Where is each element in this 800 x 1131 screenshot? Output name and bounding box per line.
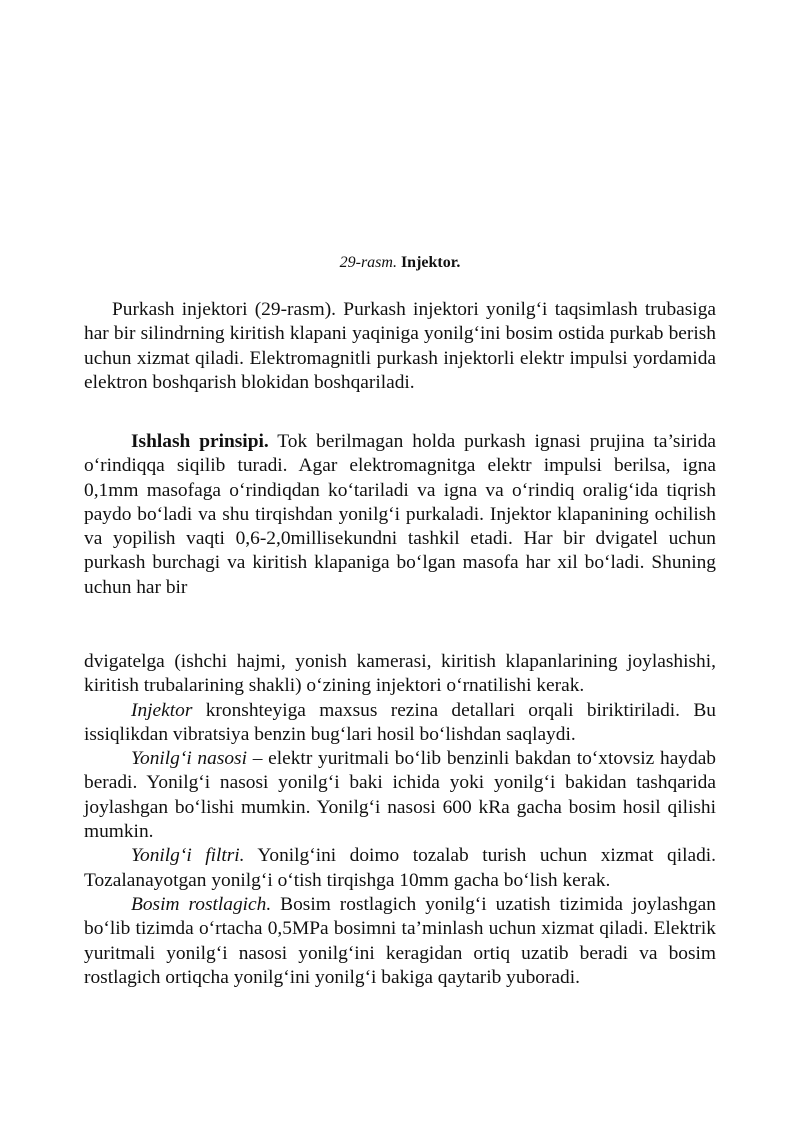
text-block-1	[84, 298, 716, 395]
figure-area	[84, 60, 716, 240]
caption-title: Injektor.	[400, 254, 461, 271]
paragraph-text: Yonilg‘ini doimo tozalab turish uchun xizmat qiladi. Tozalanayotgan yonilg‘i o‘tish tirqishga 10mm gacha bo‘lish kerak.	[84, 845, 717, 891]
paragraph-label: Yonilg‘i filtri.	[131, 845, 245, 867]
paragraph-continuation	[84, 650, 716, 699]
paragraph-text: kronshteyiga maxsus rezina detallari orqali biriktiriladi. Bu issiqlikdan vibratsiya benzin bug‘lari hosil bo‘lishdan saqlaydi.	[84, 699, 716, 745]
figure-caption	[0, 252, 800, 274]
paragraph-text: Purkash injektori (29-rasm). Purkash injektori yonilg‘i taqsimlash trubasiga har bir silindrning kiritish klapani yaqiniga yonilg‘ini bosim ostida purkab berish uchun xizmat qiladi. Elektromagnitli purkash injektorli elektr impulsi yordamida elektron boshqarish blokidan boshqariladi.	[84, 299, 716, 393]
text-block-3	[84, 650, 716, 990]
paragraph-injector-mount	[84, 699, 716, 748]
caption-number: 29-rasm.	[339, 254, 397, 271]
paragraph-text: Tok berilmagan holda purkash ignasi prujina ta’sirida o‘rindiqqa siqilib turadi. Agar elektromagnitga elektr impulsi berilsa, igna 0,1mm masofaga o‘rindiqdan ko‘tariladi va igna va o‘rindiq oralig‘ida tiqrish paydo bo‘ladi va shu tirqishdan yonilg‘i purkaladi. Injektor klapanining ochilish va yopilish vaqti 0,6-2,0millisekundni tashkil etadi. Har bir dvigatel uchun purkash burchagi va kiritish klapaniga bo‘lgan masofa har xil bo‘ladi. Shuning uchun har bir	[84, 431, 716, 598]
paragraph-label: Ishlash prinsipi.	[131, 431, 269, 452]
paragraph-text: – elektr yuritmali bo‘lib benzinli bakdan to‘xtovsiz haydab beradi. Yonilg‘i nasosi yonilg‘i baki ichida yoki yonilg‘i bakidan tashqarida joylashgan bo‘lishi mumkin. Yonilg‘i nasosi 600 kRa gacha bosim hosil qilishi mumkin.	[84, 748, 716, 843]
text-block-2	[84, 430, 716, 600]
paragraph-fuel-filter	[84, 844, 716, 893]
paragraph-principle	[84, 430, 716, 600]
paragraph-label: Yonilg‘i nasosi	[131, 748, 247, 770]
paragraph-text: dvigatelga (ishchi hajmi, yonish kamerasi, kiritish klapanlarining joylashishi, kiritish trubalarining shakli) o‘zining injektori o‘rnatilishi kerak.	[84, 651, 716, 697]
paragraph-label: Injektor	[131, 699, 193, 721]
paragraph-injector	[84, 298, 716, 395]
paragraph-pressure-regulator	[84, 893, 716, 990]
paragraph-label: Bosim rostlagich.	[131, 893, 272, 915]
paragraph-text: Bosim rostlagich yonilg‘i uzatish tizimida joylashgan bo‘lib tizimda o‘rtacha 0,5MPa bosimni ta’minlash uchun xizmat qiladi. Elektrik yuritmali yonilg‘i nasosi yonilg‘ini keragidan ortiq uzatib beradi va bosim rostlagich ortiqcha yonilg‘ini yonilg‘i bakiga qaytarib yuboradi.	[84, 893, 716, 988]
paragraph-fuel-pump	[84, 747, 716, 844]
